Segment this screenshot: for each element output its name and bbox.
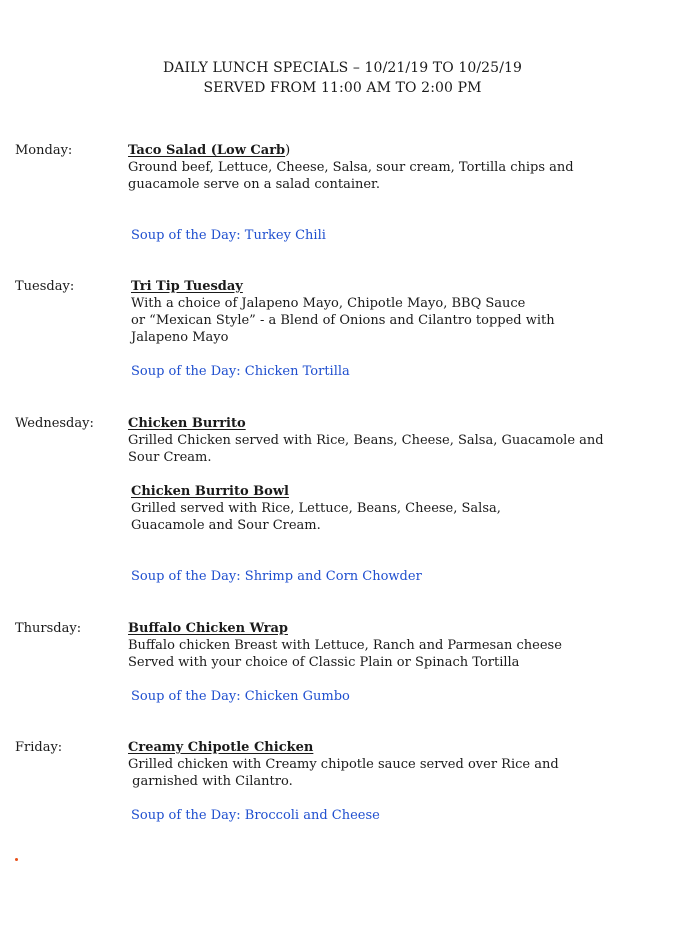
dish-title-chicken-burrito-bowl: Chicken Burrito Bowl bbox=[131, 484, 289, 499]
dish-title-taco-salad: Taco Salad (Low Carb) bbox=[128, 143, 291, 158]
dish-description-line: Ground beef, Lettuce, Cheese, Salsa, sour cream, Tortilla chips and bbox=[128, 160, 574, 175]
specials-title: DAILY LUNCH SPECIALS – 10/21/19 TO 10/25/19 bbox=[162, 60, 523, 76]
day-label-friday: Friday: bbox=[15, 740, 63, 755]
dish-description-line: Guacamole and Sour Cream. bbox=[131, 518, 321, 533]
serving-hours: SERVED FROM 11:00 AM TO 2:00 PM bbox=[203, 80, 482, 96]
dish-description-line: Jalapeno Mayo bbox=[131, 330, 229, 345]
day-label-monday: Monday: bbox=[15, 143, 73, 158]
soup-of-the-day-thursday: Soup of the Day: Chicken Gumbo bbox=[131, 689, 350, 704]
soup-of-the-day-monday: Soup of the Day: Turkey Chili bbox=[131, 228, 326, 243]
soup-of-the-day-friday: Soup of the Day: Broccoli and Cheese bbox=[131, 808, 380, 823]
dish-description-line: or “Mexican Style” - a Blend of Onions and Cilantro topped with bbox=[131, 313, 555, 328]
dish-title-creamy-chipotle-chicken: Creamy Chipotle Chicken bbox=[128, 740, 314, 755]
dish-description-line: Served with your choice of Classic Plain or Spinach Tortilla bbox=[128, 655, 520, 670]
soup-of-the-day-tuesday: Soup of the Day: Chicken Tortilla bbox=[131, 364, 350, 379]
dish-description-line: With a choice of Jalapeno Mayo, Chipotle Mayo, BBQ Sauce bbox=[131, 296, 526, 311]
dish-description-line: Buffalo chicken Breast with Lettuce, Ranch and Parmesan cheese bbox=[128, 638, 562, 653]
day-label-tuesday: Tuesday: bbox=[15, 279, 75, 294]
dish-title-chicken-burrito: Chicken Burrito bbox=[128, 416, 246, 431]
dish-description-line: Grilled chicken with Creamy chipotle sauce served over Rice and bbox=[128, 757, 559, 772]
dish-title-tri-tip: Tri Tip Tuesday bbox=[131, 279, 243, 294]
dish-description-line: Sour Cream. bbox=[128, 450, 212, 465]
day-label-wednesday: Wednesday: bbox=[15, 416, 94, 431]
dish-title-buffalo-chicken-wrap: Buffalo Chicken Wrap bbox=[128, 621, 288, 636]
soup-of-the-day-wednesday: Soup of the Day: Shrimp and Corn Chowder bbox=[131, 569, 422, 584]
dish-description-line: garnished with Cilantro. bbox=[128, 774, 293, 789]
dish-description-line: Grilled served with Rice, Lettuce, Beans, Cheese, Salsa, bbox=[131, 501, 501, 516]
stray-dot-mark bbox=[15, 858, 18, 861]
dish-description-line: Grilled Chicken served with Rice, Beans, Cheese, Salsa, Guacamole and bbox=[128, 433, 604, 448]
day-label-thursday: Thursday: bbox=[15, 621, 82, 636]
dish-description-line: guacamole serve on a salad container. bbox=[128, 177, 380, 192]
